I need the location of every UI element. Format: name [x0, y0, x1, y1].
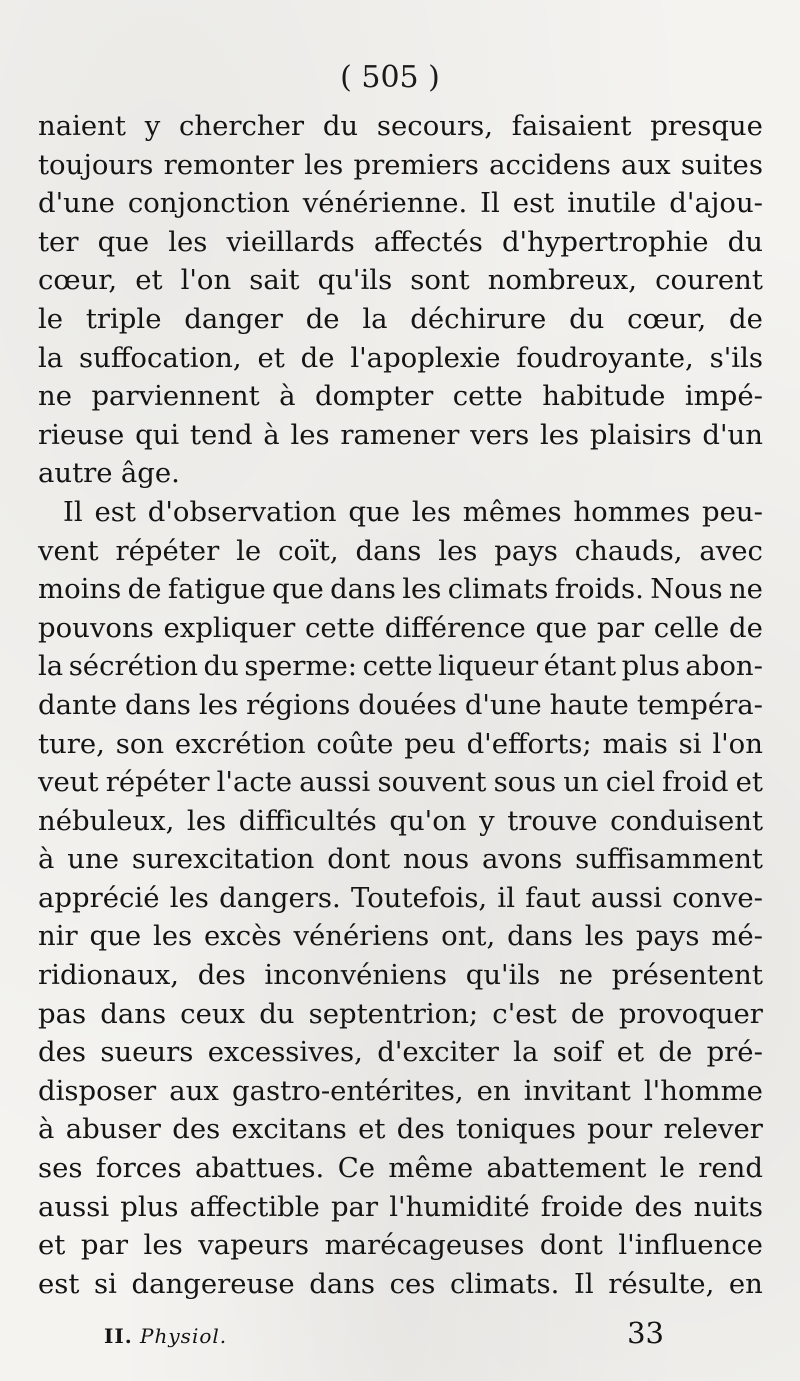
word: suffisamment: [575, 843, 763, 876]
word: résulte,: [608, 1267, 715, 1300]
text-line: [38, 1226, 763, 1265]
word: douées: [358, 688, 457, 721]
word: et: [135, 264, 163, 297]
word: gastro-entérites,: [232, 1074, 464, 1107]
word: différence: [384, 611, 526, 644]
word: dans: [330, 573, 396, 606]
word: pour: [587, 1113, 653, 1146]
word: froide: [540, 1190, 624, 1223]
word: à: [38, 1113, 55, 1146]
word: conjonction: [127, 187, 290, 220]
word: peu: [404, 727, 456, 760]
word: vapeurs: [198, 1229, 310, 1262]
word: Toutefois,: [350, 881, 488, 914]
word: la: [38, 341, 64, 374]
word: dans: [125, 688, 191, 721]
word: de: [729, 302, 763, 335]
word: naient: [38, 110, 126, 142]
word: des: [197, 959, 246, 992]
word: cette: [304, 611, 376, 644]
word: les: [290, 418, 330, 451]
word: dante: [38, 688, 118, 721]
word: Nous: [650, 573, 723, 606]
word: parviennent: [91, 380, 260, 413]
word: accidens: [489, 148, 611, 181]
word: soif: [552, 1036, 603, 1069]
word: ridionaux,: [38, 959, 179, 992]
word: sait: [249, 264, 300, 297]
word: disposer: [38, 1074, 157, 1107]
word: cette: [362, 650, 433, 683]
word: Ce: [337, 1152, 376, 1185]
text-line: [38, 300, 763, 339]
word: inutile: [567, 187, 657, 220]
word: moins: [38, 573, 122, 606]
word: qu'ils: [317, 264, 393, 297]
word: nébuleux,: [38, 804, 175, 837]
word: la: [362, 302, 388, 335]
word: climats.: [450, 1267, 560, 1300]
word: ture,: [38, 727, 105, 760]
word: par: [330, 1190, 379, 1223]
word: habitude: [542, 380, 666, 413]
word: qui: [135, 418, 180, 451]
word: d'une: [38, 187, 115, 220]
word: que: [535, 611, 588, 644]
word: pas: [38, 997, 87, 1030]
word: et: [358, 1113, 386, 1146]
word: aussi: [38, 1190, 110, 1223]
word: mêmes: [462, 495, 562, 528]
body-text: [38, 107, 763, 1303]
word: du: [727, 225, 763, 258]
word: avec: [699, 534, 763, 567]
word: haute: [549, 688, 629, 721]
word: les: [186, 804, 227, 837]
text-line: [38, 840, 763, 879]
word: nous: [403, 843, 470, 876]
word: sont: [410, 264, 470, 297]
word: faut: [525, 881, 581, 914]
word: secours,: [376, 110, 493, 142]
word: ceux: [180, 997, 246, 1030]
word: marécageuses: [324, 1229, 525, 1262]
word: si: [94, 1267, 117, 1300]
word: trouve: [507, 804, 598, 837]
word: climats: [447, 573, 549, 606]
word: coûte: [316, 727, 394, 760]
text-line: [38, 146, 763, 185]
text-line: [38, 609, 763, 648]
word: de: [658, 1036, 693, 1069]
word: est: [94, 495, 136, 528]
word: faisaient: [511, 110, 632, 142]
word: difficultés: [238, 804, 377, 837]
word: ter: [38, 225, 79, 258]
text-line: [38, 493, 763, 532]
word: y: [144, 110, 161, 142]
word: le: [659, 1152, 685, 1185]
word: dangers.: [219, 881, 341, 914]
word: cœur,: [38, 264, 118, 297]
word: abon-: [685, 650, 763, 683]
text-line: [38, 339, 763, 378]
word: aux: [621, 148, 671, 181]
word: hommes: [573, 495, 691, 528]
word: est: [38, 1267, 80, 1300]
word: qu'ils: [465, 959, 541, 992]
word: apprécié: [38, 881, 160, 914]
text-line: [38, 917, 763, 956]
word: toniques: [456, 1113, 576, 1146]
word: pays: [494, 534, 558, 567]
word: vers: [470, 418, 530, 451]
word: par: [596, 611, 645, 644]
word: les: [169, 881, 209, 914]
signature-mark: [104, 1324, 227, 1348]
word: les: [168, 225, 208, 258]
word: s'ils: [709, 341, 763, 374]
word: nir: [38, 920, 78, 953]
text-line: [38, 416, 763, 455]
word: en: [476, 1074, 511, 1107]
text-line: [38, 1110, 763, 1149]
word: cœur,: [627, 302, 707, 335]
word: affectible: [189, 1190, 320, 1223]
word: veut: [38, 766, 99, 799]
word: cette: [452, 380, 523, 413]
word: déchirure: [410, 302, 547, 335]
word: l'influence: [618, 1229, 763, 1262]
word: les: [152, 920, 193, 953]
word: celle: [653, 611, 720, 644]
word: à: [38, 843, 55, 876]
word: les: [304, 148, 344, 181]
word: danger: [184, 302, 283, 335]
text-line: [38, 686, 763, 725]
word: aux: [169, 1074, 219, 1107]
word: d'hypertrophie: [501, 225, 709, 258]
word: foudroyante,: [516, 341, 694, 374]
word: aussi: [590, 881, 662, 914]
word: ces: [389, 1267, 436, 1300]
word: nuits: [693, 1190, 763, 1223]
word: une: [67, 843, 119, 876]
word: dans: [355, 534, 422, 567]
word: les: [438, 534, 478, 567]
text-line: [38, 763, 763, 802]
text-line: [38, 377, 763, 416]
word: septentrion;: [308, 997, 479, 1030]
volume-title-abbreviation: Physiol.: [140, 1324, 228, 1348]
word: provoquer: [618, 997, 763, 1030]
word: régions: [246, 688, 351, 721]
word: abuser: [65, 1113, 161, 1146]
gathering-number: 33: [627, 1316, 664, 1350]
text-line: [38, 879, 763, 918]
volume-number: II.: [104, 1324, 133, 1348]
word: froids.: [554, 573, 644, 606]
word: pouvons: [38, 611, 154, 644]
text-line: [38, 1188, 763, 1227]
word: d'efforts;: [466, 727, 592, 760]
word: et: [257, 341, 285, 374]
word: ne: [559, 959, 594, 992]
word: dont: [327, 843, 391, 876]
word: sperme:: [244, 650, 358, 683]
word: âge.: [120, 457, 180, 490]
word: abattement: [486, 1152, 647, 1185]
word: d'exciter: [377, 1036, 499, 1069]
word: ne: [728, 573, 763, 606]
word: le: [236, 534, 262, 567]
word: les: [143, 1229, 183, 1262]
word: que: [348, 495, 401, 528]
word: d'une: [464, 688, 542, 721]
word: que: [272, 573, 324, 606]
word: affectés: [373, 225, 483, 258]
word: du: [322, 110, 359, 142]
text-line: [38, 995, 763, 1034]
text-line: [38, 1033, 763, 1072]
word: rend: [698, 1152, 763, 1185]
word: autre: [38, 457, 113, 490]
word: du: [203, 650, 239, 683]
word: le: [38, 302, 64, 335]
word: à: [263, 418, 280, 451]
word: avons: [481, 843, 563, 876]
word: de: [127, 573, 162, 606]
word: impé-: [684, 380, 763, 413]
word: il: [497, 881, 515, 914]
word: vieillards: [226, 225, 355, 258]
word: sous: [493, 766, 557, 799]
word: excessives,: [207, 1036, 363, 1069]
word: rieuse: [38, 418, 125, 451]
word: conduisent: [610, 804, 763, 837]
text-line: [38, 107, 763, 146]
word: d'un: [702, 418, 763, 451]
word: dans: [507, 920, 573, 953]
word: dans: [309, 1267, 376, 1300]
word: courent: [655, 264, 763, 297]
word: c'est: [492, 997, 557, 1030]
word: l'humidité: [389, 1190, 530, 1223]
word: la: [513, 1036, 539, 1069]
word: surexcitation: [131, 843, 315, 876]
word: de: [729, 611, 763, 644]
word: dangereuse: [131, 1267, 295, 1300]
word: ciel: [605, 766, 656, 799]
word: d'ajou-: [669, 187, 763, 220]
word: son: [115, 727, 165, 760]
word: presque: [650, 110, 763, 142]
word: les: [584, 920, 624, 953]
word: tempéra-: [636, 688, 763, 721]
word: l'on: [712, 727, 763, 760]
word: les: [198, 688, 239, 721]
word: froid: [662, 766, 729, 799]
word: un: [563, 766, 599, 799]
text-line: [38, 956, 763, 995]
word: relever: [663, 1113, 763, 1146]
word: chercher: [179, 110, 305, 142]
word: l'apoplexie: [350, 341, 501, 374]
word: qu'on: [389, 804, 467, 837]
word: suites: [680, 148, 763, 181]
word: vénériens: [293, 920, 430, 953]
word: fatigue: [167, 573, 266, 606]
text-line: [38, 647, 763, 686]
word: Il: [573, 1267, 594, 1300]
word: dont: [539, 1229, 603, 1262]
word: vent: [38, 534, 99, 567]
text-line: [38, 1072, 763, 1111]
word: excrétion: [174, 727, 306, 760]
word: des: [396, 1113, 445, 1146]
word: triple: [85, 302, 162, 335]
text-line: [38, 223, 763, 262]
word: et: [735, 766, 763, 799]
word: les: [539, 418, 580, 451]
word: sueurs: [100, 1036, 194, 1069]
word: conve-: [672, 881, 763, 914]
text-line: [38, 725, 763, 764]
word: des: [172, 1113, 221, 1146]
word: ses: [38, 1152, 83, 1185]
word: coït,: [278, 534, 339, 567]
word: suffocation,: [79, 341, 242, 374]
text-line: [38, 1265, 763, 1304]
page-footer: [104, 1316, 664, 1356]
text-line: [38, 802, 763, 841]
word: mé-: [711, 920, 763, 953]
word: étant: [543, 650, 617, 683]
word: de: [305, 302, 340, 335]
page-number: ( 505 ): [340, 60, 440, 95]
word: expliquer: [163, 611, 296, 644]
word: pays: [635, 920, 700, 953]
word: sécrétion: [68, 650, 199, 683]
word: les: [402, 573, 442, 606]
word: la: [38, 650, 64, 683]
word: d'observation: [147, 495, 337, 528]
text-line: [38, 1149, 763, 1188]
word: des: [38, 1036, 86, 1069]
text-line: [38, 261, 763, 300]
word: vénérienne.: [302, 187, 468, 220]
word: excitans: [231, 1113, 347, 1146]
word: toujours: [38, 148, 154, 181]
word: l'on: [180, 264, 232, 297]
word: les: [411, 495, 451, 528]
word: nombreux,: [487, 264, 638, 297]
word: remonter: [163, 148, 294, 181]
word: premiers: [353, 148, 479, 181]
word: l'acte: [216, 766, 293, 799]
word: invitant: [523, 1074, 631, 1107]
word: par: [80, 1229, 129, 1262]
word: l'homme: [643, 1074, 763, 1107]
word: que: [97, 225, 150, 258]
word: abattues.: [194, 1152, 325, 1185]
word: plaisirs: [589, 418, 692, 451]
word: tend: [189, 418, 253, 451]
word: chauds,: [574, 534, 683, 567]
word: souvent: [377, 766, 487, 799]
word: plus: [120, 1190, 179, 1223]
word: des: [634, 1190, 683, 1223]
word: peu-: [702, 495, 763, 528]
word: dans: [100, 997, 167, 1030]
word: de: [570, 997, 605, 1030]
text-line: [38, 184, 763, 223]
word: excès: [204, 920, 282, 953]
word: forces: [95, 1152, 182, 1185]
word: mais: [602, 727, 668, 760]
word: y: [479, 804, 495, 837]
word: ont,: [441, 920, 496, 953]
word: aussi: [299, 766, 371, 799]
word: Il: [480, 187, 500, 220]
word: inconvéniens: [264, 959, 447, 992]
word: Il: [63, 495, 83, 528]
text-line: [38, 532, 763, 571]
word: est: [512, 187, 555, 220]
word: liqueur: [438, 650, 539, 683]
word: si: [678, 727, 702, 760]
text-line: [38, 570, 763, 609]
word: même: [388, 1152, 474, 1185]
word: dompter: [314, 380, 434, 413]
word: du: [569, 302, 605, 335]
text-line: [38, 454, 763, 493]
word: plus: [621, 650, 680, 683]
word: que: [89, 920, 142, 953]
word: ne: [38, 380, 72, 413]
word: et: [38, 1229, 66, 1262]
word: et: [616, 1036, 645, 1069]
word: du: [259, 997, 295, 1030]
word: de: [300, 341, 335, 374]
word: répéter: [115, 534, 220, 567]
word: à: [279, 380, 296, 413]
word: répéter: [105, 766, 210, 799]
word: présentent: [611, 959, 763, 992]
word: pré-: [706, 1036, 763, 1069]
word: en: [728, 1267, 763, 1300]
word: ramener: [340, 418, 460, 451]
